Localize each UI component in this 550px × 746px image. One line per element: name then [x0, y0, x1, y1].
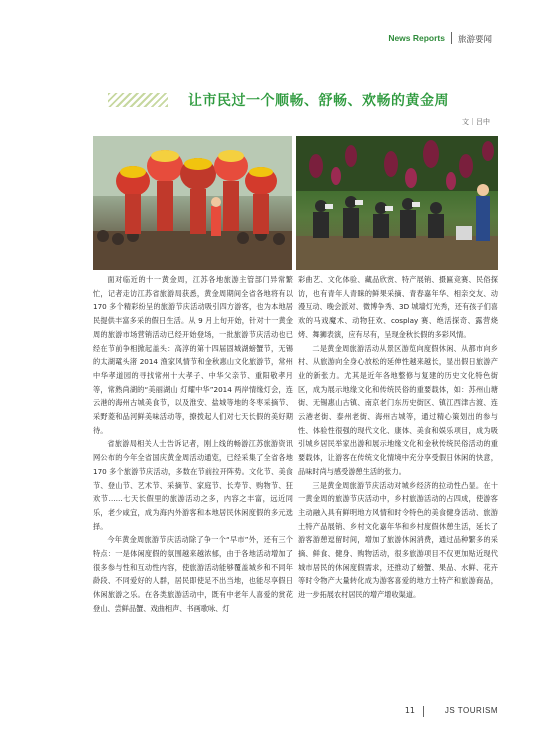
paragraph: 二是黄金周旅游活动从景区游览向度假休闲、从都市向乡村、从旅游向全身心放松的延伸性越来越长，显出假日旅游产业的新张力。尤其是近年各地整修与复建的历史文化特色街区，成为展示地缘文化和传统民俗的重要载体，如：苏州山塘街、无锡惠山古镇、南京老门东历史街区、镇江西津古渡、连云港老街、泰州老街、海州古城等，通过精心策划出的参与性、体验性很强的现代文化、康体、美食和娱乐项目，成为吸引城乡居民举家出游和展示地缘文化和金秋传统民俗活动的重要载体，让游客在传统文化情境中充分享受假日休闲的快意，品味时尚与感受游憩生活的张力。 [298, 343, 498, 476]
article-column-left [93, 273, 293, 616]
section-title-cn: 旅游要闻 [457, 35, 492, 45]
paragraph: 三是黄金周旅游节庆活动对城乡经济的拉动性凸显。在十一黄金周的旅游节庆活动中，乡村旅游活动的占四成，使游客主动融入具有鲜明地方风情和时令特色的美食健身活动、旅游土特产品展销、乡村文化嘉年华和乡村度假休憩生活，延长了游客游憩逗留时间，增加了旅游休闲消费，通过品种繁多的采摘、鲜食、健身、购物活动，很多旅游项目不仅更加贴近现代城市居民的休闲度假需求，还推动了螃蟹、果品、水鲜、花卉等时令物产大量转化成为游客喜爱的地方土特产和旅游商品，进一步拓展农村居民的增产增收渠道。 [298, 480, 498, 600]
magazine-brand: JS TOURISM [444, 706, 498, 715]
paragraph: 彩曲艺、文化体验、藏品欣赏、特产展销、摄匾竞赛、民俗探访，也有青年人青睐的鲜果采摘、青春嘉年华、相亲交友、动漫互动、晚会派对、微博争秀、3D 城墙灯光秀，还有孩子们喜欢的马戏魔术、动物狂欢、cosplay 赛、绝活探奇、露营烧烤、舞狮表演，应有尽有，呈现金秋长假的多彩风情。 [298, 275, 498, 339]
article-column-right [298, 273, 498, 602]
footer-divider [423, 706, 424, 717]
paragraph: 面对临近的十一黄金周，江苏各地旅游主管部门异常繁忙，记者走访江苏省旅游局获悉，黄金周期间全省各地将有以 170 多个精彩纷呈的旅游节庆活动吸引四方游客，也为本地居民提供丰富多采的假日生活。从 9 月上旬开始，针对十一黄金周的旅游市场营销活动已经开始登场，一批旅游节庆活动也已经在节前争相掀起盖头：高淳的第十四届固城湖螃蟹节，无锡的太湖鼋头渚 2014 渔家风情节和金秋惠山文化旅游节，常州中华孝道园的寻找常州十大孝子、中华父亲节、重阳敬孝月等，常熟尚湖的“美丽湖山 灯耀中华”2014 两岸情缘灯会，连云港的海州古城美食节，以及淮安、盐城等地的冬枣采摘节、采野菱和品河鲜美味活动等，撩拨起人们对七天长假的美好期待。 [93, 275, 293, 435]
article-title-bar [108, 86, 493, 112]
article-byline: 文｜吕中 [462, 118, 490, 126]
lion-dance-illustration [93, 136, 292, 270]
header-divider [451, 32, 452, 44]
title-decoration [108, 93, 168, 107]
paragraph: 省旅游局相关人士告诉记者，刚上线的畅游江苏旅游资讯网公布的今年全省国庆黄金周活动通览，已经采集了全省各地 170 多个旅游节庆活动，多数在节前拉开阵势。文化节、美食节、登山节、艺术节、采摘节、家庭节、长寿节、购物节、狂欢节……七天长假里的旅游活动之多，内容之丰富，远近同乐，老少咸宜，成为海内外游客和本地居民休闲度假的多元选择。 [93, 439, 293, 531]
lion-dance-photo [93, 136, 292, 270]
grape-garden-photo [296, 136, 498, 270]
paragraph: 今年黄金周旅游节庆活动除了争一个“早市”外，还有三个特点：一是体闲度假的氛围越来越浓郁，由于各地活动增加了很多参与性和互动性内容，使旅游活动能够覆盖城乡和不同年龄段、不同爱好的人群，居民即使足不出当地，也能尽享假日休闲旅游之乐。在各类旅游活动中，既有中老年人喜爱的赏花登山、尝鲜品蟹、戏曲相声、书画歌咏、灯 [93, 535, 293, 613]
page-number: 11 [404, 706, 415, 715]
grape-photographers-illustration [296, 136, 498, 270]
page-footer [0, 706, 550, 720]
section-title-en: News Reports [388, 33, 445, 43]
page-header [0, 33, 550, 51]
article-title: 让市民过一个顺畅、舒畅、欢畅的黄金周 [188, 93, 449, 109]
